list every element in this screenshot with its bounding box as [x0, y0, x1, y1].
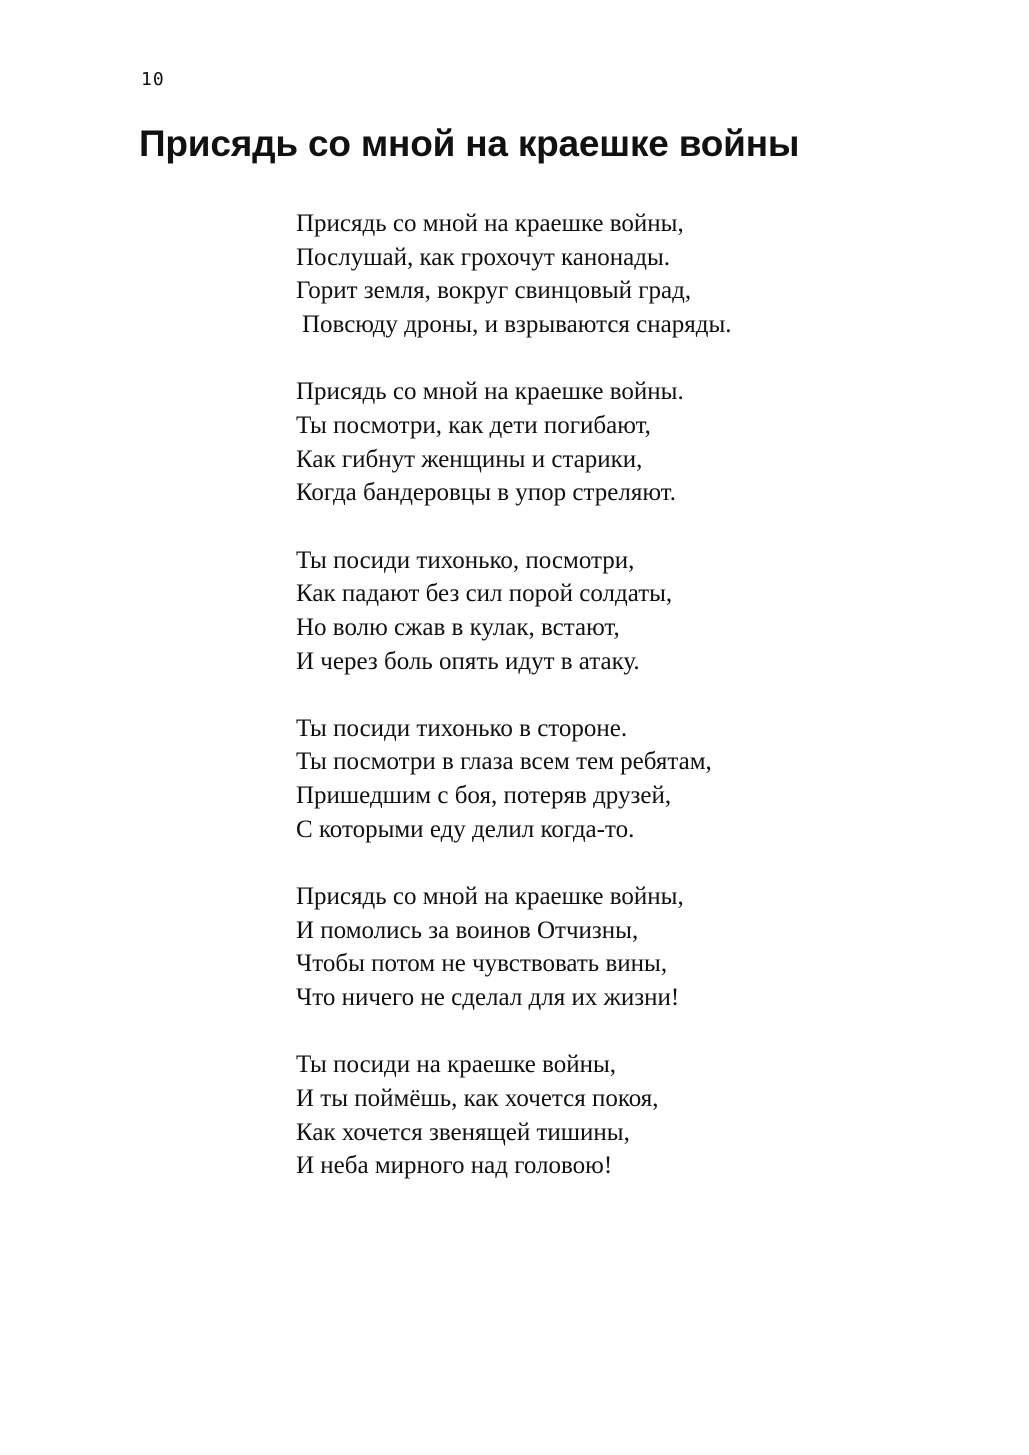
page-number: 10 — [141, 69, 165, 90]
poem-body — [296, 207, 936, 1217]
poem-line: Как падают без сил порой солдаты, — [296, 580, 673, 608]
poem-line: Присядь со мной на краешке войны, — [296, 883, 684, 910]
stanza — [296, 544, 936, 679]
poem-line: Чтобы потом не чувствовать вины, — [296, 950, 668, 978]
stanza — [296, 712, 936, 847]
poem-line: Ты посмотри, как дети погибают, — [296, 411, 651, 439]
poem-line: Что ничего не сделал для их жизни! — [296, 984, 680, 1012]
poem-line: Когда бандеровцы в упор стреляют. — [296, 479, 676, 507]
poem-line: И ты поймёшь, как хочется покоя, — [296, 1084, 659, 1112]
poem-line: Послушай, как грохочут канонады. — [296, 243, 670, 271]
poem-line: Горит земля, вокруг свинцовый град, — [296, 277, 692, 305]
poem-line: И через боль опять идут в атаку. — [296, 647, 640, 675]
poem-line: С которыми еду делил когда-то. — [296, 815, 635, 843]
poem-line: И помолись за воинов Отчизны, — [296, 916, 639, 944]
poem-line: Присядь со мной на краешке войны, — [296, 210, 684, 237]
poem-line: Ты посиди тихонько в стороне. — [296, 714, 628, 742]
poem-line: Ты посиди тихонько, посмотри, — [296, 546, 635, 574]
stanza — [296, 375, 936, 510]
poem-line: И неба мирного над головою! — [296, 1152, 613, 1180]
poem-line: Присядь со мной на краешке войны. — [296, 378, 684, 406]
stanza — [296, 207, 936, 342]
poem-line: Пришедшим с боя, потеряв друзей, — [296, 782, 672, 810]
stanza — [296, 1048, 936, 1183]
stanza — [296, 880, 936, 1015]
poem-line: Ты посмотри в глаза всем тем ребятам, — [296, 748, 712, 776]
poem-title: Присядь со мной на краешке войны — [139, 123, 800, 164]
poem-line: Но волю сжав в кулак, встают, — [296, 613, 620, 641]
poem-line: Повсюду дроны, и взрываются снаряды. — [302, 311, 732, 339]
poem-line: Ты посиди на краешке войны, — [296, 1051, 617, 1079]
poem-line: Как хочется звенящей тишины, — [296, 1118, 630, 1146]
poem-line: Как гибнут женщины и старики, — [296, 445, 643, 473]
